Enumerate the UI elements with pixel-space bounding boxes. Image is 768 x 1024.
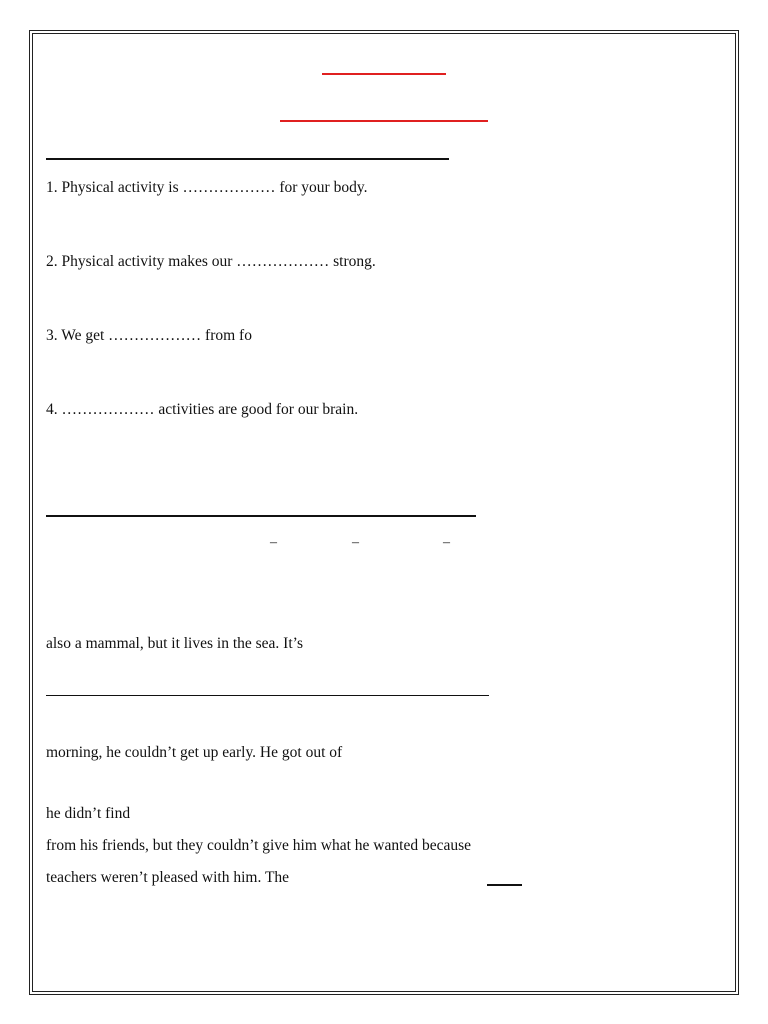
passage-2-line-4: teachers weren’t pleased with him. The [46, 869, 290, 886]
section-2-heading-rule [46, 515, 476, 517]
dash-separator: – [270, 535, 277, 550]
dash-separator: – [352, 535, 359, 550]
question-2: 2. Physical activity makes our ……………… strong. [46, 253, 376, 270]
passage-2-line-3: from his friends, but they couldn’t give him what he wanted because [46, 837, 471, 854]
question-1: 1. Physical activity is ……………… for your body. [46, 179, 368, 196]
passage-2-line-2: he didn’t find [46, 805, 131, 822]
passage-2-line-1: morning, he couldn’t get up early. He got out of [46, 744, 343, 761]
dash-separator: – [443, 535, 450, 550]
subtitle-underline [280, 120, 488, 122]
section-1-heading-rule [46, 158, 449, 160]
question-3: 3. We get ……………… from fo [46, 327, 252, 344]
answer-blank [487, 884, 522, 886]
section-3-heading-rule [46, 695, 489, 696]
title-underline [322, 73, 446, 75]
passage-1-line: also a mammal, but it lives in the sea. It’s [46, 635, 303, 652]
question-4: 4. ……………… activities are good for our brain. [46, 401, 359, 418]
